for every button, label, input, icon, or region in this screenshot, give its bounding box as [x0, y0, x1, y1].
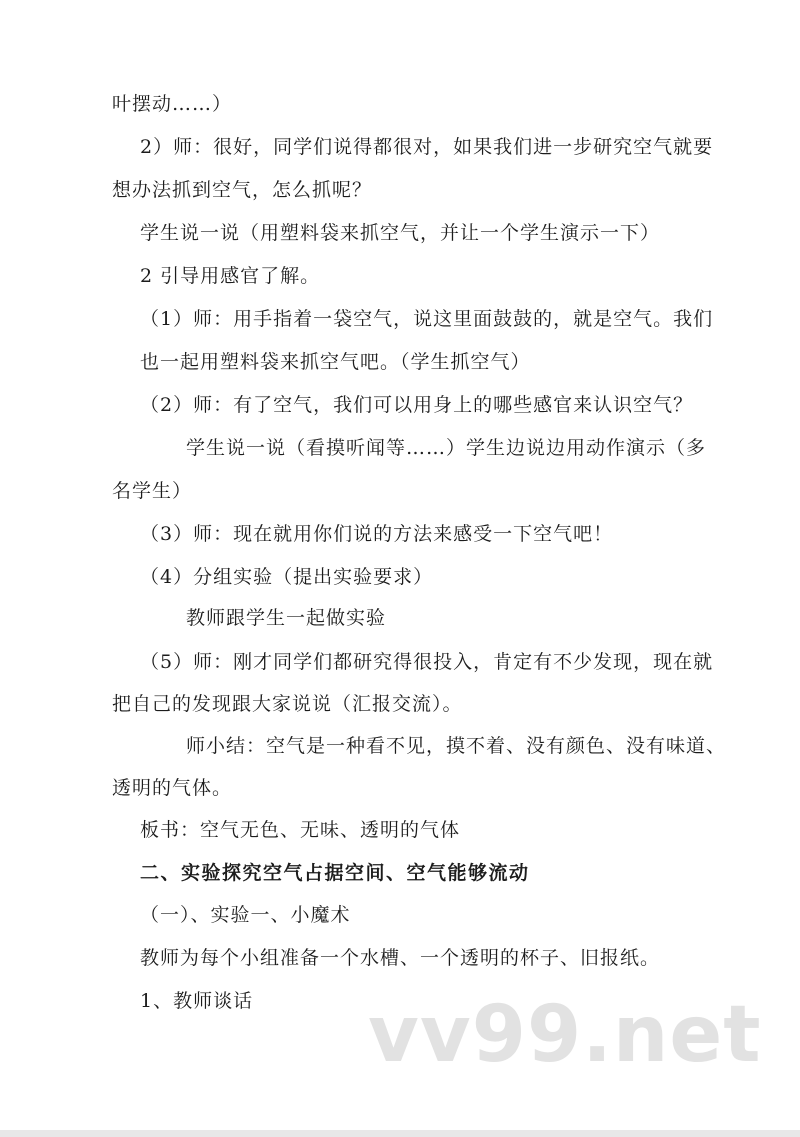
text-line-10: 名学生）	[112, 480, 193, 502]
text-line-20: （一）、实验一、小魔术	[140, 904, 351, 926]
text-line-15: 把自己的发现跟大家说说（汇报交流）。	[112, 693, 463, 715]
text-line-11: （3）师：现在就用你们说的方法来感受一下空气吧！	[140, 523, 614, 545]
text-line-18: 板书：空气无色、无味、透明的气体	[140, 819, 461, 841]
watermark: vv99.net	[368, 990, 762, 1080]
text-line-9: 学生说一说（看摸听闻等……）学生边说边用动作演示（多	[186, 437, 707, 459]
text-line-17: 透明的气体。	[112, 777, 233, 799]
text-line-6: （1）师：用手指着一袋空气，说这里面鼓鼓的，就是空气。我们	[140, 308, 714, 330]
text-line-1: 叶摆动……）	[112, 93, 233, 115]
page-bottom-edge	[0, 1130, 800, 1137]
text-line-3: 想办法抓到空气，怎么抓呢？	[112, 179, 373, 201]
text-line-2: 2）师：很好，同学们说得都很对，如果我们进一步研究空气就要	[140, 136, 714, 158]
text-line-14: （5）师：刚才同学们都研究得很投入，肯定有不少发现，现在就	[140, 651, 714, 673]
text-line-16: 师小结：空气是一种看不见，摸不着、没有颜色、没有味道、	[186, 735, 727, 757]
text-line-7: 也一起用塑料袋来抓空气吧。（学生抓空气）	[140, 351, 531, 373]
text-line-22: 1、教师谈话	[140, 990, 254, 1012]
text-line-5: 2 引导用感官了解。	[140, 265, 321, 287]
section-heading: 二、实验探究空气占据空间、空气能够流动	[140, 862, 530, 884]
text-line-13: 教师跟学生一起做实验	[186, 607, 387, 629]
text-line-21: 教师为每个小组准备一个水槽、一个透明的杯子、旧报纸。	[140, 947, 661, 969]
text-line-12: （4）分组实验（提出实验要求）	[140, 566, 434, 588]
text-line-4: 学生说一说（用塑料袋来抓空气，并让一个学生演示一下）	[140, 222, 661, 244]
text-line-8: （2）师：有了空气，我们可以用身上的哪些感官来认识空气？	[140, 394, 694, 416]
